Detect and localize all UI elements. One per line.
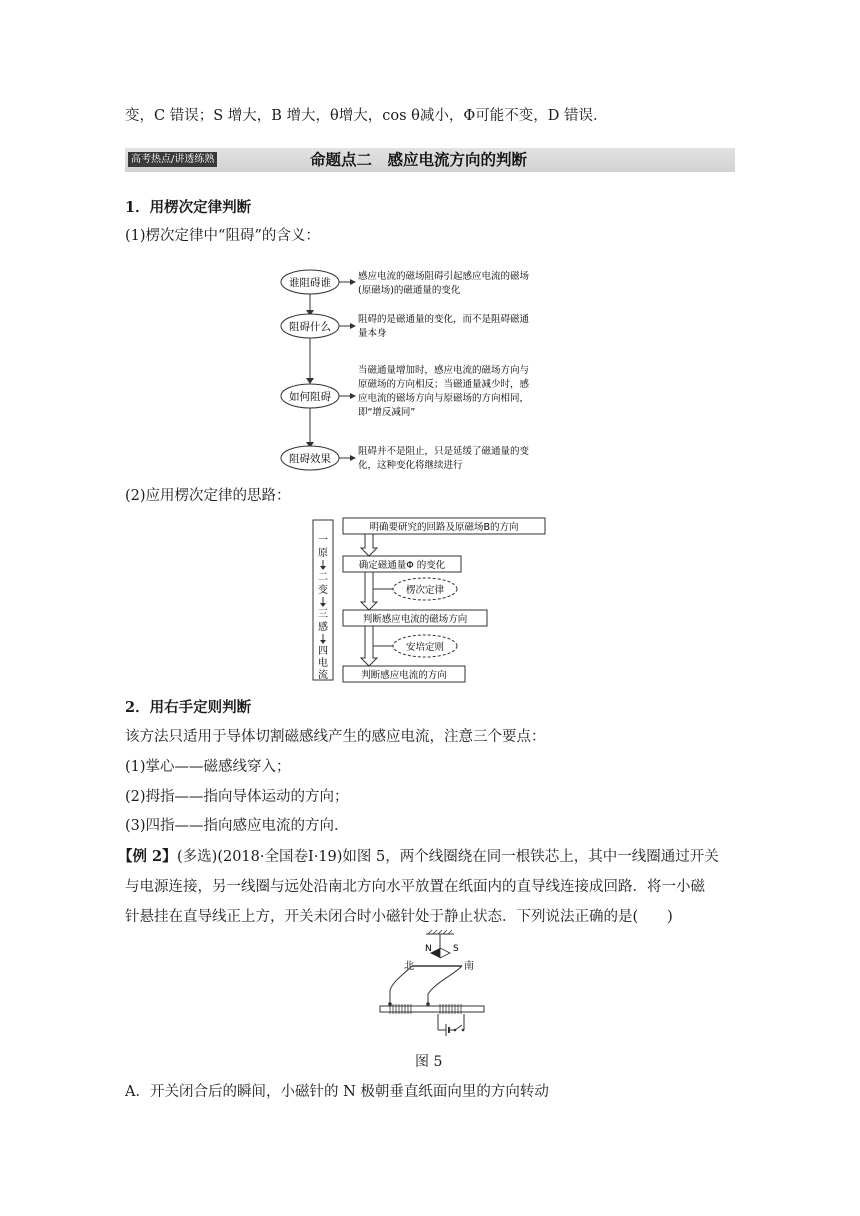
side-char: 流 xyxy=(318,670,328,681)
example-line-3: 针悬挂在直导线正上方，开关未闭合时小磁针处于静止状态．下列说法正确的是( ) xyxy=(125,909,673,925)
top-line: 变，C 错误；S 增大，B 增大，θ增大，cos θ减小，Φ可能不变，D 错误． xyxy=(125,108,608,124)
side-char: 感 xyxy=(318,622,328,633)
label-n: N xyxy=(425,944,432,954)
side-char: 二 xyxy=(318,572,328,583)
banner-title: 命题点二 感应电流方向的判断 xyxy=(310,151,528,169)
node-text: 当磁通量增加时，感应电流的磁场方向与 xyxy=(358,365,530,376)
figure-caption: 图 5 xyxy=(415,1054,443,1070)
label-north: 北 xyxy=(404,961,414,972)
example-line-2: 与电源连接，另一线圈与远处沿南北方向水平放置在纸面内的直导线连接成回路．将一小磁 xyxy=(125,879,705,895)
banner-tag: 高考热点/讲透练熟 xyxy=(128,152,217,167)
node-label: 谁阻碍谁 xyxy=(289,277,331,289)
lenz-procedure-diagram xyxy=(309,514,549,686)
node-text: 感应电流的磁场阻碍引起感应电流的磁场 xyxy=(358,271,530,282)
node-text: 阻碍的是磁通量的变化，而不是阻碍磁通 xyxy=(358,314,530,325)
label-south: 南 xyxy=(464,961,474,972)
node-text: 化，这种变化将继续进行 xyxy=(358,460,463,471)
side-char: 四 xyxy=(318,646,328,657)
step-box: 确定磁通量Φ 的变化 xyxy=(358,560,446,571)
step-box: 明确要研究的回路及原磁场B的方向 xyxy=(369,522,519,533)
node-label: 阻碍效果 xyxy=(289,453,331,465)
side-char: 变 xyxy=(318,585,328,596)
node-what xyxy=(281,313,530,339)
point-1: (1)掌心——磁感线穿入； xyxy=(125,759,291,775)
side-char: 电 xyxy=(318,658,328,669)
section1-sub1: (1)楞次定律中“阻碍”的含义： xyxy=(125,228,320,244)
step-box: 判断感应电流的磁场方向 xyxy=(362,614,468,625)
example-line-1: (多选)(2018·全国卷Ⅰ·19)如图 5，两个线圈绕在同一根铁芯上，其中一线圈通过开关 xyxy=(177,849,719,865)
node-text: 原磁场的方向相反；当磁通量减少时，感 xyxy=(358,379,530,390)
node-how xyxy=(281,364,530,418)
needle-s-icon xyxy=(440,948,450,958)
oval-label: 安培定则 xyxy=(405,642,445,653)
section1-sub2: (2)应用楞次定律的思路： xyxy=(125,488,291,504)
side-char: 三 xyxy=(318,609,328,620)
section2-heading: 2．用右手定则判断 xyxy=(125,699,252,716)
point-3: (3)四指——指向感应电流的方向． xyxy=(125,818,349,834)
node-text: 阻碍并不是阻止，只是延缓了磁通量的变 xyxy=(358,446,530,457)
example-label: 【例 2】 xyxy=(118,848,177,865)
side-char: 一 xyxy=(318,535,328,546)
node-label: 阻碍什么 xyxy=(289,321,331,333)
oval-label: 楞次定律 xyxy=(405,585,445,596)
node-text: 应电流的磁场方向与原磁场的方向相同， xyxy=(358,393,530,404)
section-banner xyxy=(125,148,735,172)
step-box: 判断感应电流的方向 xyxy=(361,670,447,681)
node-text: 即“增反减同” xyxy=(358,407,416,418)
switch-icon xyxy=(455,1025,462,1030)
node-text: (原磁场)的磁通量的变化 xyxy=(358,285,461,296)
lenz-meaning-diagram xyxy=(276,262,576,474)
section1-heading: 1．用楞次定律判断 xyxy=(125,199,252,216)
section2-intro: 该方法只适用于导体切割磁感线产生的感应电流，注意三个要点： xyxy=(125,729,546,745)
label-s: S xyxy=(453,944,459,954)
figure-5-coils xyxy=(376,928,488,1048)
node-text: 量本身 xyxy=(358,328,387,339)
side-char: 原 xyxy=(318,548,328,559)
option-a: A．开关闭合后的瞬间，小磁针的 N 极朝垂直纸面向里的方向转动 xyxy=(125,1084,549,1100)
node-label: 如何阻碍 xyxy=(289,391,331,403)
point-2: (2)拇指——指向导体运动的方向； xyxy=(125,789,349,805)
node-effect xyxy=(281,445,530,471)
node-who xyxy=(281,270,530,296)
